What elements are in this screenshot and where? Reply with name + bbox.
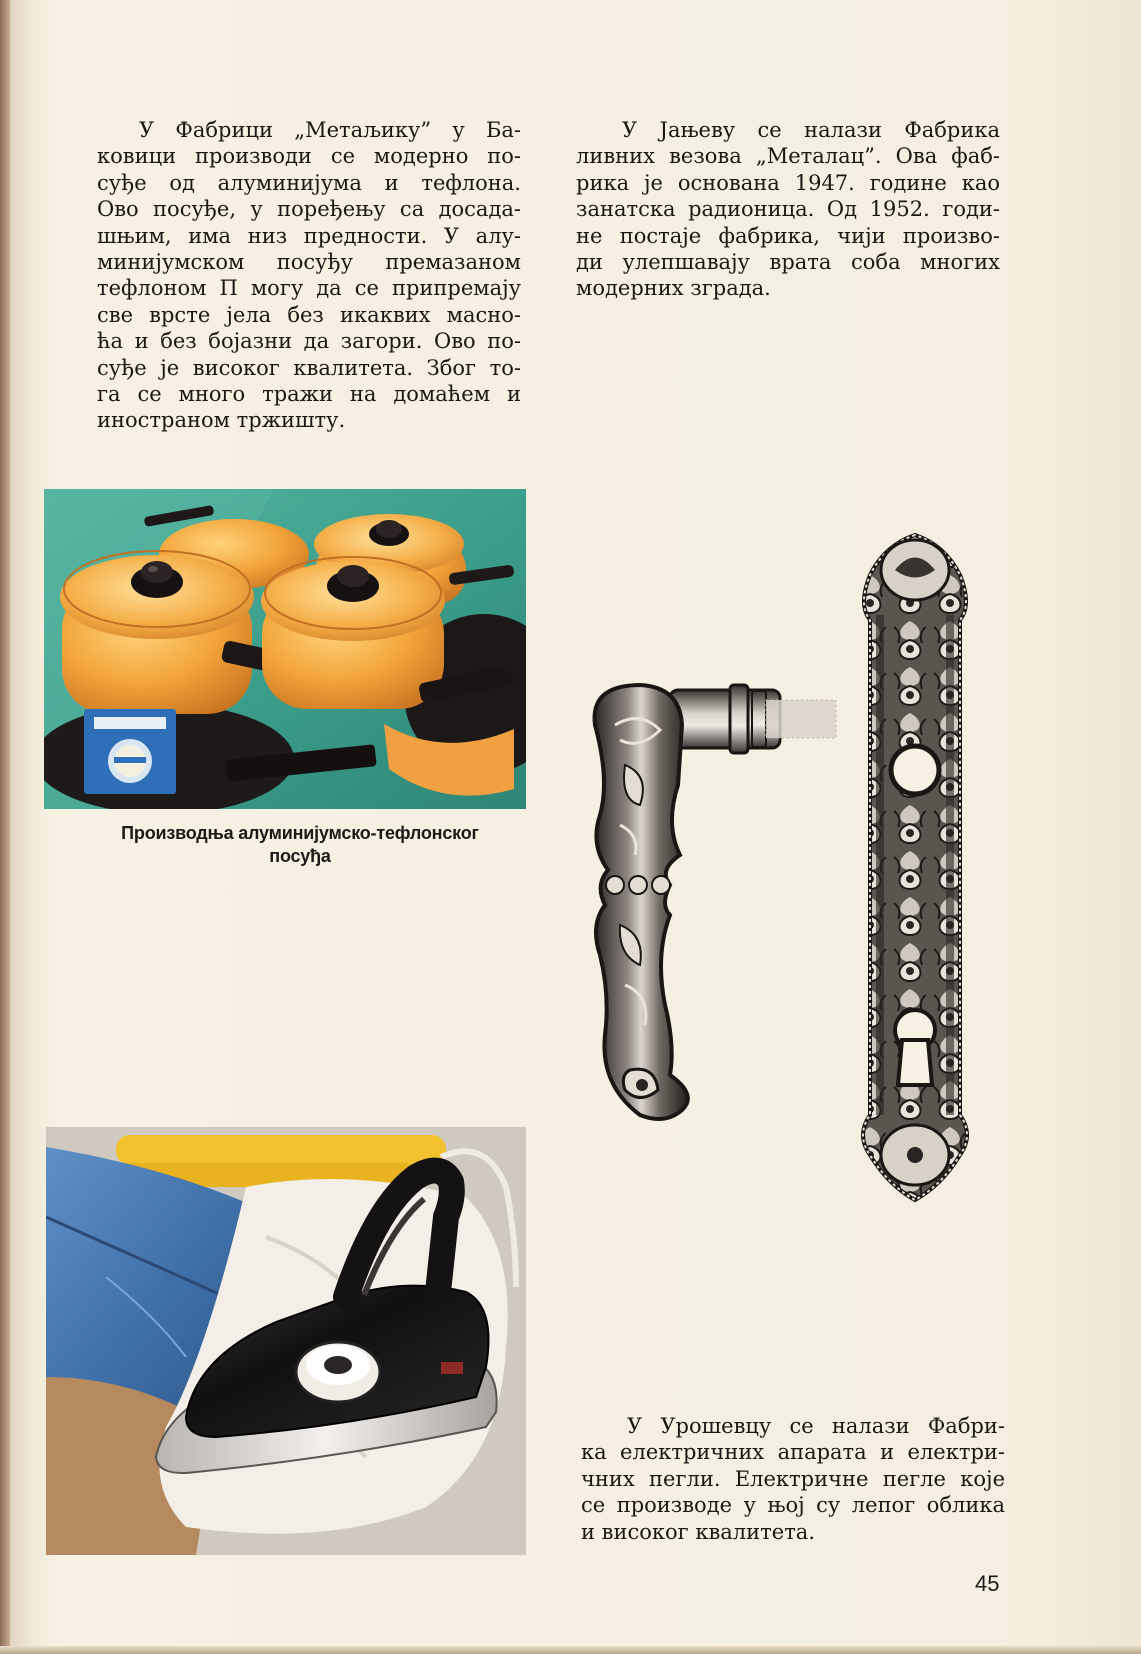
text-line: У Фабрици „Метаљику” у Ба- — [139, 118, 521, 142]
text-line: га се много тражи на домаћем и — [97, 382, 521, 407]
text-line: све врсте јела без икаквих масно- — [97, 302, 521, 327]
page-spine-shadow — [0, 0, 10, 1654]
paragraph-metaliku — [97, 117, 521, 434]
door-handle-image — [570, 525, 1020, 1265]
text-line: не постаје фабрика, чији произво- — [576, 223, 1000, 248]
page-bottom-edge — [0, 1646, 1141, 1654]
text-line: суђе је високог квалитета. Због то- — [97, 355, 521, 380]
text-line: шњим, има низ предности. У алу- — [97, 223, 521, 248]
text-line: У Јањеву се налази Фабрика — [622, 118, 1000, 142]
illustration-ornate-door-handle — [570, 525, 1020, 1265]
text-line: ћа и без бојазни да загори. Ово по- — [97, 329, 521, 354]
photo-electric-iron — [46, 1127, 526, 1555]
cookware-image — [44, 489, 526, 809]
text-line: суђе од алуминијума и тефлона. — [97, 170, 521, 195]
caption-line: Производња алуминијумско-тефлонског — [121, 823, 479, 843]
text-line: ка електричних апарата и електри- — [581, 1440, 1005, 1465]
text-line: модерних зграда. — [576, 276, 771, 301]
text-line: занатска радионица. Од 1952. годи- — [576, 197, 1000, 222]
text-line: чних пегли. Електричне пегле које — [581, 1466, 1005, 1491]
paragraph-urosevac — [581, 1413, 1005, 1545]
iron-image — [46, 1127, 526, 1555]
text-line: ливних везова „Металац”. Ова фаб- — [576, 144, 1000, 169]
paragraph-janjevo — [576, 117, 1000, 302]
text-line: минијумском посуђу премазаном — [97, 250, 521, 275]
photo-caption-cookware — [60, 822, 540, 868]
caption-line: посуђа — [269, 846, 331, 866]
text-line: иностраном тржишту. — [97, 408, 346, 433]
text-line: ди улепшавају врата соба многих — [576, 250, 1000, 275]
text-line: тефлоном П могу да се припремају — [97, 276, 521, 301]
text-line: се производе у њој су лепог облика — [581, 1493, 1005, 1518]
page-number: 45 — [975, 1571, 1000, 1596]
text-line: рика је основана 1947. године као — [576, 170, 1000, 195]
photo-orange-cookware — [44, 489, 526, 809]
text-line: и високог квалитета. — [581, 1519, 816, 1544]
text-line: ковици производи се модерно по- — [97, 144, 521, 169]
text-line: Ово посуђе, у поређењу са досада- — [97, 197, 521, 222]
text-line: У Урошевцу се налази Фабри- — [627, 1414, 1005, 1438]
